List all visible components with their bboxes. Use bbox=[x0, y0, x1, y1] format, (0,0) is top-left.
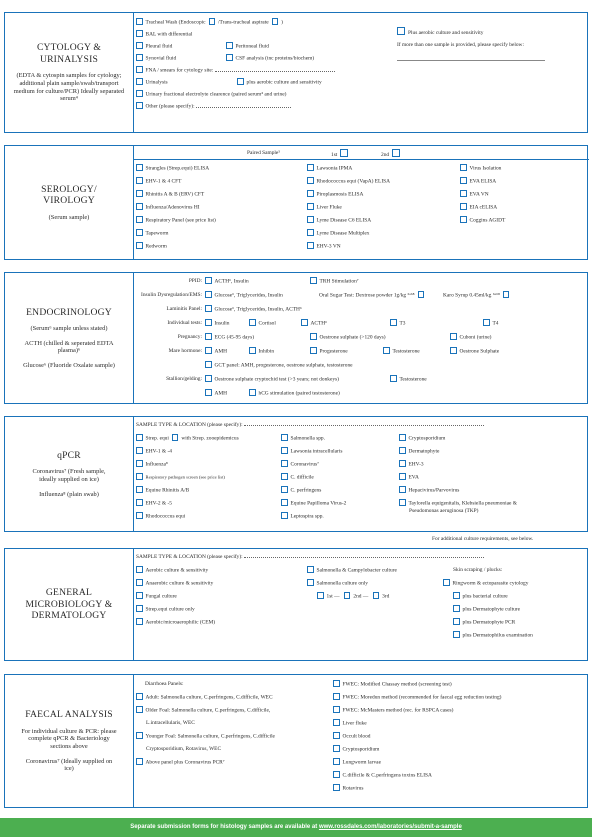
tracheal-wash-checkbox[interactable] bbox=[136, 18, 143, 25]
csf-checkbox[interactable] bbox=[226, 54, 233, 61]
qpcr-col3-2-checkbox[interactable] bbox=[399, 460, 406, 467]
endocrinology-section bbox=[4, 272, 588, 404]
qpcr-col1-1-checkbox[interactable] bbox=[136, 460, 143, 467]
qpcr-sub1: Coronavirus⁷ (Fresh sample, ideally supplied on ice) bbox=[32, 468, 106, 483]
qpcr-col1-3-checkbox[interactable] bbox=[136, 486, 143, 493]
qpcr-col3-4: Hepacivirus/Parvovirus bbox=[399, 486, 459, 495]
serology-col3-0-checkbox[interactable] bbox=[460, 164, 467, 171]
qpcr-col2-6-checkbox[interactable] bbox=[281, 512, 288, 519]
pleural-item: Pleural fluid bbox=[136, 42, 172, 51]
qpcr-col3-5: Taylorella equigenitalis, Klebsiella pneumoniae & bbox=[399, 499, 517, 508]
ppid-acth-checkbox[interactable] bbox=[205, 277, 212, 284]
qpcr-col3-1: Dermatophyte bbox=[399, 447, 439, 456]
individual-4-checkbox[interactable] bbox=[483, 319, 490, 326]
footer-link[interactable]: www.rossdales.com/laboratories/submit-a-sample bbox=[318, 824, 462, 830]
micro-section bbox=[4, 548, 588, 661]
micro-col1-4: Aerobic/microaerophilic (CEM) bbox=[136, 618, 215, 627]
qpcr-col2-3: C. difficile bbox=[281, 473, 314, 482]
serology-col2-0: Lawsonia IPMA bbox=[307, 164, 352, 173]
skin-plus-2-checkbox[interactable] bbox=[453, 618, 460, 625]
faecal-col2-1-checkbox[interactable] bbox=[333, 693, 340, 700]
karo-item: Karo Syrup 0.45ml/kg ⁶ᵃ⁶⁸ bbox=[443, 291, 512, 300]
qpcr-col2-5-checkbox[interactable] bbox=[281, 499, 288, 506]
stallion-test-checkbox[interactable] bbox=[390, 375, 397, 382]
fna-item: FNA / smears for cytology site: bbox=[136, 66, 335, 75]
serology-col2-6-checkbox[interactable] bbox=[307, 242, 314, 249]
serology-subtitle: (Serum sample) bbox=[48, 213, 90, 221]
faecal-col2-5: Cryptosporidium bbox=[333, 745, 379, 754]
serology-col2-5-checkbox[interactable] bbox=[307, 229, 314, 236]
younger-foal-checkbox[interactable] bbox=[136, 732, 143, 739]
qpcr-col2-5: Equine Papilloma Virus-2 bbox=[281, 499, 346, 508]
stallion-label: Stallion/gelding: bbox=[166, 376, 202, 382]
tracheal-wash-item: Tracheal Wash (Endoscopic /Trans-tracheal aspirate ) bbox=[136, 18, 283, 27]
endocrinology-title: ENDOCRINOLOGY bbox=[26, 306, 112, 318]
faecal-col2-6: Lungworm larvae bbox=[333, 758, 381, 767]
serology-title: SEROLOGY/ VIROLOGY bbox=[41, 183, 97, 207]
strep-zoo-checkbox[interactable] bbox=[172, 434, 179, 441]
younger-foal-line2: Cryptosporidium, Rotavirus, WEC bbox=[146, 746, 222, 752]
qpcr-col1-5-checkbox[interactable] bbox=[136, 512, 143, 519]
sample-2nd-checkbox[interactable] bbox=[344, 592, 351, 599]
serology-panel bbox=[5, 146, 134, 259]
skin-scraping-label: Skin scraping / plucks: bbox=[453, 567, 503, 573]
serology-col3-3: EIA cELISA bbox=[460, 203, 497, 212]
mare-3: Testosterone bbox=[383, 347, 420, 356]
paired-sample-label: Paired Sample⁵ bbox=[247, 150, 281, 156]
oestrone-item: Oestrone sulphate (>120 days) bbox=[310, 333, 386, 342]
serology-col1-3-checkbox[interactable] bbox=[136, 203, 143, 210]
qpcr-col3-1-checkbox[interactable] bbox=[399, 447, 406, 454]
second-sample-checkbox[interactable] bbox=[392, 149, 400, 157]
qpcr-col3-5-checkbox[interactable] bbox=[399, 499, 406, 506]
laminitis-item: Glucose⁶, Triglycerides, Insulin, ACTH⁶ bbox=[205, 305, 302, 314]
strep-item: Strep. equi with Strep. zooepidemicus bbox=[136, 434, 239, 443]
faecal-col2-0: FWEC: Modified Chassay method (screening test) bbox=[333, 680, 452, 689]
individual-2: ACTH⁶ bbox=[301, 319, 327, 328]
micro-col1-2-checkbox[interactable] bbox=[136, 592, 143, 599]
older-foal-line2: L.intracellularis, WEC bbox=[146, 720, 195, 726]
serology-divider bbox=[133, 159, 589, 160]
above-panel-checkbox[interactable] bbox=[136, 758, 143, 765]
other-checkbox[interactable] bbox=[136, 102, 143, 109]
faecal-sub1: For individual culture & PCR: please complete qPCR & Bacteriology sections above bbox=[21, 727, 117, 750]
pleural-checkbox[interactable] bbox=[136, 42, 143, 49]
micro-col1-1-checkbox[interactable] bbox=[136, 579, 143, 586]
micro-panel bbox=[5, 549, 134, 660]
ecg-item: ECG (45-95 days) bbox=[205, 333, 254, 342]
micro-title: GENERAL MICROBIOLOGY & DERMATOLOGY bbox=[25, 587, 113, 622]
trans-tracheal-end-checkbox[interactable] bbox=[272, 18, 279, 25]
footer-text: Separate submission forms for histology samples are available at bbox=[130, 824, 318, 830]
qpcr-col1-0-checkbox[interactable] bbox=[136, 447, 143, 454]
serology-col3-2: EVA VN bbox=[460, 190, 489, 199]
sample-1st-checkbox[interactable] bbox=[317, 592, 324, 599]
qpcr-col3-3-checkbox[interactable] bbox=[399, 473, 406, 480]
adult-checkbox[interactable] bbox=[136, 693, 143, 700]
ppid-acth-item: ACTH⁶, Insulin bbox=[205, 277, 249, 286]
qpcr-col2-4: C. perfringens bbox=[281, 486, 321, 495]
qpcr-col1-4: EHV-2 & -5 bbox=[136, 499, 172, 508]
serology-col1-3: Influenza/Adenovirus HI bbox=[136, 203, 200, 212]
stallion-oes-item: Oestrone sulphate cryptochid test (>3 years; not donkeys) bbox=[205, 375, 339, 384]
mare-label: Mare hormone: bbox=[168, 348, 202, 354]
serology-col1-0: Strangles (Strep.equi) ELISA bbox=[136, 164, 209, 173]
bal-checkbox[interactable] bbox=[136, 30, 143, 37]
mare-4: Oestrone Sulphate bbox=[450, 347, 499, 356]
fna-checkbox[interactable] bbox=[136, 66, 143, 73]
salmonella-only-item: Salmonella culture only bbox=[307, 579, 368, 588]
faecal-col2-2: FWEC: McMasters method (rec. for RSPCA cases) bbox=[333, 706, 453, 715]
qpcr-col1-0: EHV-1 & -4 bbox=[136, 447, 172, 456]
faecal-title: FAECAL ANALYSIS bbox=[25, 709, 113, 721]
individual-1: Cortisol bbox=[249, 319, 276, 328]
serology-col3-4: Coggins AGIDT bbox=[460, 216, 505, 225]
mare-4-checkbox[interactable] bbox=[450, 347, 457, 354]
qpcr-note: For additional culture requirements, see below. bbox=[432, 536, 534, 542]
serology-col1-4: Respiratory Panel (see price list) bbox=[136, 216, 216, 225]
oral-sugar-checkbox[interactable] bbox=[418, 291, 425, 298]
oestrone-checkbox[interactable] bbox=[310, 333, 317, 340]
qpcr-sub2: Influenza⁸ (plain swab) bbox=[39, 490, 99, 498]
serology-section bbox=[4, 145, 588, 260]
skin-plus-3: plus Dermatophilus examination bbox=[453, 631, 533, 640]
serology-col3-4-checkbox[interactable] bbox=[460, 216, 467, 223]
qpcr-col1-5: Rhodococcus equi bbox=[136, 512, 185, 521]
laminitis-checkbox[interactable] bbox=[205, 305, 212, 312]
serology-col1-2: Rhinitis A & B (ERV) CFT bbox=[136, 190, 204, 199]
qpcr-col3-3: EVA bbox=[399, 473, 419, 482]
qpcr-sample-type: SAMPLE TYPE & LOCATION (please specify): bbox=[136, 421, 484, 429]
faecal-col2-2-checkbox[interactable] bbox=[333, 706, 340, 713]
qpcr-col3-6: Pseudomonas aeruginosa (TKP) bbox=[409, 508, 479, 514]
serology-col2-3: Liver Fluke bbox=[307, 203, 342, 212]
ringworm-item: Ringworm & ectoparasite cytology bbox=[443, 579, 528, 588]
endocrinology-sub2: ACTH (chilled & seperated EDTA plasma)⁶ bbox=[24, 339, 114, 355]
qpcr-title: qPCR bbox=[57, 449, 81, 461]
salmonella-only-checkbox[interactable] bbox=[307, 579, 314, 586]
urinalysis-checkbox[interactable] bbox=[136, 78, 143, 85]
serology-col3-2-checkbox[interactable] bbox=[460, 190, 467, 197]
pregnancy-label: Pregnancy: bbox=[177, 334, 202, 340]
individual-3: T3 bbox=[390, 319, 406, 328]
hcg-item: hCG stimulation (paired testosterone) bbox=[249, 389, 340, 398]
serology-col2-0-checkbox[interactable] bbox=[307, 164, 314, 171]
faecal-panel bbox=[5, 675, 134, 807]
diarrhoea-label: Diarrhoea Panels: bbox=[145, 681, 184, 687]
qpcr-section bbox=[4, 416, 588, 532]
faecal-sub2: Coronavirus⁷ (Ideally supplied on ice) bbox=[25, 757, 113, 773]
micro-col1-4-checkbox[interactable] bbox=[136, 618, 143, 625]
serology-col2-2-checkbox[interactable] bbox=[307, 190, 314, 197]
faecal-col2-0-checkbox[interactable] bbox=[333, 680, 340, 687]
faecal-col2-1: FWEC: Moredun method (recommended for faecal egg reduction testing) bbox=[333, 693, 501, 702]
gct-item: GCT panel: AMH, progesterone, oestrone sulphate, testosterone bbox=[205, 361, 353, 370]
cytology-title: CYTOLOGY & URINALYSIS bbox=[36, 42, 102, 65]
skin-plus-2: plus Dermatophyte PCR bbox=[453, 618, 515, 627]
endocrinology-panel bbox=[5, 273, 134, 403]
faecal-col2-6-checkbox[interactable] bbox=[333, 758, 340, 765]
mare-2-checkbox[interactable] bbox=[310, 347, 317, 354]
qpcr-col2-2: Coronavirus⁷ bbox=[281, 460, 319, 469]
electrolyte-item: Urinary fractional electrolyte clearence (paired serum⁴ and urine) bbox=[136, 90, 286, 99]
serology-col1-1-checkbox[interactable] bbox=[136, 177, 143, 184]
qpcr-col1-3: Equine Rhinitis A/B bbox=[136, 486, 189, 495]
gct-checkbox[interactable] bbox=[205, 361, 212, 368]
ppid-trh-checkbox[interactable] bbox=[310, 277, 317, 284]
urinalysis-item: Urinalysis bbox=[136, 78, 168, 87]
serology-col2-4: Lyme Disease C6 ELISA bbox=[307, 216, 371, 225]
faecal-col2-8: Rotavirus bbox=[333, 784, 363, 793]
footer-bar bbox=[0, 818, 592, 837]
younger-foal-item: Younger Foal: Salmonella culture, C.perfringens, C.difficile bbox=[136, 732, 275, 741]
micro-col1-2: Fungal culture bbox=[136, 592, 177, 601]
qpcr-panel bbox=[5, 417, 134, 531]
endocrinology-sub3: Glucose⁶ (Fluoride Oxalate sample) bbox=[23, 361, 115, 369]
insulin-label: Insulin Dysregulation/EMS: bbox=[141, 292, 202, 298]
serology-col3-3-checkbox[interactable] bbox=[460, 203, 467, 210]
individual-0-checkbox[interactable] bbox=[205, 319, 212, 326]
oral-sugar-item: Oral Sugar Test: Dextrose powder 1g/kg ⁶ᵃ⁶⁸ bbox=[319, 291, 427, 300]
serology-col1-4-checkbox[interactable] bbox=[136, 216, 143, 223]
cytology-panel bbox=[5, 13, 134, 132]
more-than-one-text: If more than one sample is provided, please specify below: bbox=[397, 42, 524, 48]
electrolyte-checkbox[interactable] bbox=[136, 90, 143, 97]
peritoneal-checkbox[interactable] bbox=[226, 42, 233, 49]
mare-2: Progesterone bbox=[310, 347, 348, 356]
karo-checkbox[interactable] bbox=[503, 291, 510, 298]
sample-3rd-checkbox[interactable] bbox=[373, 592, 380, 599]
strep-checkbox[interactable] bbox=[136, 434, 143, 441]
fna-site-field[interactable] bbox=[215, 71, 335, 72]
cuboni-checkbox[interactable] bbox=[450, 333, 457, 340]
ppid-label: PPID: bbox=[188, 278, 202, 284]
salmonella-sequence: 1st — 2nd — 3rd bbox=[317, 592, 389, 601]
qpcr-col1-1: Influenza⁸ bbox=[136, 460, 168, 469]
serology-col1-1: EHV-1 & 4 CFT bbox=[136, 177, 181, 186]
synovial-checkbox[interactable] bbox=[136, 54, 143, 61]
endocrinology-sub1: (Serum⁶ sample unless stated) bbox=[30, 325, 108, 333]
faecal-col2-7: C.difficile & C.perfringens toxins ELISA bbox=[333, 771, 432, 780]
serology-col1-6: Redworm bbox=[136, 242, 167, 251]
faecal-col2-4: Occult blood bbox=[333, 732, 371, 741]
individual-label: Individual tests: bbox=[167, 320, 202, 326]
amh-item: AMH bbox=[205, 389, 227, 398]
serology-col1-0-checkbox[interactable] bbox=[136, 164, 143, 171]
sample-spec-line[interactable] bbox=[397, 60, 545, 61]
older-foal-item: Older Foal: Salmonella culture, C.perfringens, C.difficile, bbox=[136, 706, 270, 715]
individual-3-checkbox[interactable] bbox=[390, 319, 397, 326]
qpcr-col1-4-checkbox[interactable] bbox=[136, 499, 143, 506]
serology-col1-6-checkbox[interactable] bbox=[136, 242, 143, 249]
insulin-glucose-checkbox[interactable] bbox=[205, 291, 212, 298]
serology-col2-1: Rhodococcus equi (VapA) ELISA bbox=[307, 177, 390, 186]
skin-plus-3-checkbox[interactable] bbox=[453, 631, 460, 638]
individual-2-checkbox[interactable] bbox=[301, 319, 308, 326]
qpcr-col1-2-checkbox[interactable] bbox=[136, 473, 143, 480]
peritoneal-item: Peritoneal fluid bbox=[226, 42, 269, 51]
individual-1-checkbox[interactable] bbox=[249, 319, 256, 326]
ecg-checkbox[interactable] bbox=[205, 333, 212, 340]
qpcr-col2-2-checkbox[interactable] bbox=[281, 460, 288, 467]
qpcr-col3-0: Cryptosporidium bbox=[399, 434, 445, 443]
faecal-col2-8-checkbox[interactable] bbox=[333, 784, 340, 791]
hcg-checkbox[interactable] bbox=[249, 389, 256, 396]
serology-col1-2-checkbox[interactable] bbox=[136, 190, 143, 197]
skin-plus-0: plus bacterial culture bbox=[453, 592, 508, 601]
skin-plus-0-checkbox[interactable] bbox=[453, 592, 460, 599]
micro-col1-0-checkbox[interactable] bbox=[136, 566, 143, 573]
trans-tracheal-checkbox[interactable] bbox=[209, 18, 216, 25]
mare-0-checkbox[interactable] bbox=[205, 347, 212, 354]
serology-col1-5: Tapeworm bbox=[136, 229, 168, 238]
mare-1: Inhibin bbox=[249, 347, 274, 356]
mare-1-checkbox[interactable] bbox=[249, 347, 256, 354]
serology-col3-0: Virus Isolation bbox=[460, 164, 501, 173]
plus-aerobic-checkbox[interactable] bbox=[397, 27, 405, 35]
stallion-oes-checkbox[interactable] bbox=[205, 375, 212, 382]
serology-col2-4-checkbox[interactable] bbox=[307, 216, 314, 223]
plus-aerobic-item: Plus aerobic culture and sensitivity bbox=[397, 27, 483, 37]
faecal-col2-7-checkbox[interactable] bbox=[333, 771, 340, 778]
other-item: Other (please specify): bbox=[136, 102, 291, 111]
qpcr-col3-2: EHV-3 bbox=[399, 460, 424, 469]
micro-sample-field[interactable] bbox=[244, 557, 484, 558]
qpcr-col2-1: Lawsonia intracellularis bbox=[281, 447, 342, 456]
skin-plus-1-checkbox[interactable] bbox=[453, 605, 460, 612]
qpcr-col1-2: Respiratory pathogen screen (see price list) bbox=[136, 473, 225, 482]
qpcr-col3-4-checkbox[interactable] bbox=[399, 486, 406, 493]
bal-item: BAL with differential bbox=[136, 30, 192, 39]
ringworm-checkbox[interactable] bbox=[443, 579, 450, 586]
individual-0: Insulin bbox=[205, 319, 229, 328]
serology-col2-1-checkbox[interactable] bbox=[307, 177, 314, 184]
faecal-section bbox=[4, 674, 588, 808]
older-foal-checkbox[interactable] bbox=[136, 706, 143, 713]
mare-3-checkbox[interactable] bbox=[383, 347, 390, 354]
serology-col2-2: Piroplasmosis ELISA bbox=[307, 190, 363, 199]
micro-sample-type: SAMPLE TYPE & LOCATION (please specify): bbox=[136, 553, 484, 561]
micro-col1-3-checkbox[interactable] bbox=[136, 605, 143, 612]
cytology-section bbox=[4, 12, 588, 133]
qpcr-col3-0-checkbox[interactable] bbox=[399, 434, 406, 441]
micro-col1-1: Anaerobic culture & sensitivity bbox=[136, 579, 213, 588]
qpcr-sample-field[interactable] bbox=[244, 425, 484, 426]
serology-col2-5: Lyme Disease Multiplex bbox=[307, 229, 370, 238]
qpcr-col2-0-checkbox[interactable] bbox=[281, 434, 288, 441]
first-sample-checkbox[interactable] bbox=[340, 149, 348, 157]
mare-0: AMH bbox=[205, 347, 227, 356]
first-sample-item: 1st bbox=[331, 149, 351, 159]
qpcr-col2-6: Leptospira spp. bbox=[281, 512, 324, 521]
synovial-item: Synovial fluid bbox=[136, 54, 176, 63]
micro-col1-3: Strep.equi culture only bbox=[136, 605, 195, 614]
faecal-col2-3-checkbox[interactable] bbox=[333, 719, 340, 726]
faecal-col2-4-checkbox[interactable] bbox=[333, 732, 340, 739]
second-sample-item: 2nd bbox=[381, 149, 403, 159]
amh-checkbox[interactable] bbox=[205, 389, 212, 396]
serology-col1-5-checkbox[interactable] bbox=[136, 229, 143, 236]
urinalysis-plus-checkbox[interactable] bbox=[237, 78, 244, 85]
qpcr-col2-4-checkbox[interactable] bbox=[281, 486, 288, 493]
insulin-glucose-item: Glucose⁶, Triglycerides, Insulin bbox=[205, 291, 283, 300]
micro-col1-0: Aerobic culture & sensitivity bbox=[136, 566, 208, 575]
individual-4: T4 bbox=[483, 319, 499, 328]
serology-col2-3-checkbox[interactable] bbox=[307, 203, 314, 210]
laminitis-label: Laminitis Panel: bbox=[166, 306, 202, 312]
cytology-subtitle: (EDTA & cytospin samples for cytology; additional plain sample/swab/transport medium for culture/PCR) Ideally separated serum⁴ bbox=[13, 72, 125, 103]
salmonella-campy-checkbox[interactable] bbox=[307, 566, 314, 573]
adult-item: Adult: Salmonella culture, C.perfringens, C.difficile, WEC bbox=[136, 693, 273, 702]
skin-plus-1: plus Dermatophyte culture bbox=[453, 605, 520, 614]
serology-col2-6: EHV-3 VN bbox=[307, 242, 341, 251]
qpcr-col2-1-checkbox[interactable] bbox=[281, 447, 288, 454]
faecal-col2-3: Liver fluke bbox=[333, 719, 367, 728]
qpcr-col2-0: Salmonella spp. bbox=[281, 434, 325, 443]
salmonella-campy-item: Salmonella & Campylobacter culture bbox=[307, 566, 397, 575]
csf-item: CSF analysis (inc proteins/biochem) bbox=[226, 54, 314, 63]
stallion-test-item: Testosterone bbox=[390, 375, 427, 384]
faecal-col2-5-checkbox[interactable] bbox=[333, 745, 340, 752]
cuboni-item: Cuboni (urine) bbox=[450, 333, 491, 342]
ppid-trh-item: TRH Stimulation⁷ bbox=[310, 277, 359, 286]
qpcr-col2-3-checkbox[interactable] bbox=[281, 473, 288, 480]
other-specify-field[interactable] bbox=[196, 107, 291, 108]
urinalysis-plus-item: plus aerobic culture and sensitivity bbox=[237, 78, 322, 87]
above-panel-item: Above panel plus Coronavirus PCR⁷ bbox=[136, 758, 225, 767]
serology-col3-1-checkbox[interactable] bbox=[460, 177, 467, 184]
serology-col3-1: EVA ELISA bbox=[460, 177, 496, 186]
